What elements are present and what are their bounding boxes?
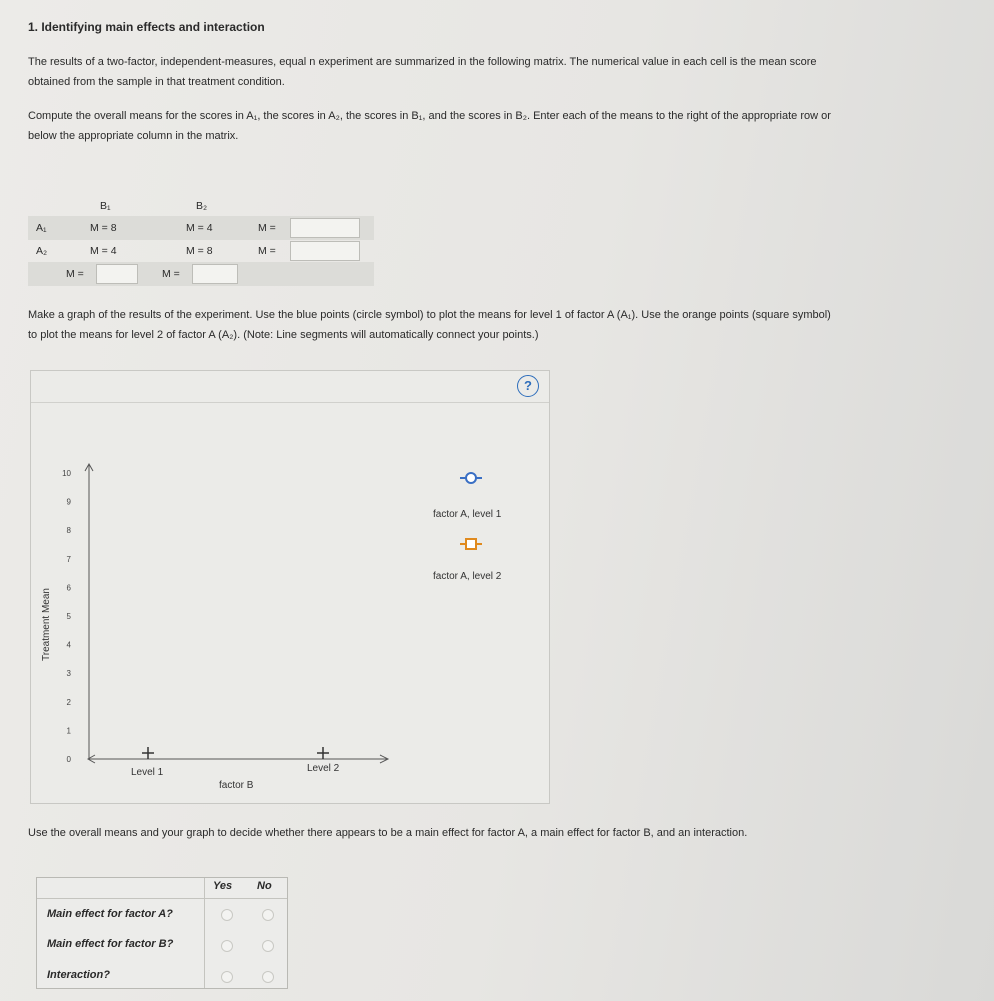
y-tick-label: 10 — [62, 469, 71, 478]
matrix-cell-a1-b1: M = 8 — [90, 222, 117, 234]
table-divider-horizontal — [37, 898, 287, 899]
matrix-col-header-b1: B₁ — [100, 200, 111, 212]
y-tick-label: 7 — [66, 554, 71, 564]
col-mean-input-b2[interactable] — [192, 264, 238, 284]
row-mean-label-a1: M = — [258, 222, 276, 234]
x-tick-label-level-1: Level 1 — [131, 767, 164, 778]
help-icon[interactable]: ? — [517, 375, 539, 397]
y-tick-label: 0 — [66, 755, 71, 764]
compute-instructions: Compute the overall means for the scores in A₁, the scores in A₂, the scores in B₁, and the scores in B₂. Enter each of the means to the right of the appropriate row or below the appropriate column in the matrix. — [28, 110, 831, 142]
y-tick-label: 2 — [66, 697, 71, 707]
x-tick-level-1[interactable] — [142, 747, 154, 759]
decision-instructions: Use the overall means and your graph to decide whether there appears to be a main effect for factor A, a main effect for factor B, and an interaction. — [28, 827, 748, 839]
matrix-col-header-b2: B₂ — [196, 200, 208, 212]
x-tick-label-level-2: Level 2 — [307, 763, 340, 774]
y-axis-label: Treatment Mean — [41, 588, 52, 661]
y-tick-label: 8 — [66, 526, 71, 536]
yes-column-header: Yes — [213, 880, 233, 892]
square-point-icon — [466, 539, 476, 549]
col-mean-label-b2: M = — [162, 268, 180, 280]
radio-main-effect-a-yes[interactable] — [221, 909, 233, 921]
graph-svg — [31, 371, 549, 803]
decision-table — [36, 877, 288, 989]
matrix-cell-a2-b1: M = 4 — [90, 245, 117, 257]
radio-interaction-yes[interactable] — [221, 971, 233, 983]
table-divider-vertical — [204, 878, 205, 988]
matrix-row-header-a1: A₁ — [36, 222, 47, 234]
y-tick-label: 1 — [66, 726, 71, 736]
row-mean-label-a2: M = — [258, 245, 276, 257]
radio-interaction-no[interactable] — [262, 971, 274, 983]
row-label-interaction: Interaction? — [47, 969, 110, 981]
col-mean-input-b1[interactable] — [96, 264, 138, 284]
row-label-main-effect-a: Main effect for factor A? — [47, 908, 173, 920]
radio-main-effect-b-yes[interactable] — [221, 940, 233, 952]
y-tick-label: 9 — [66, 497, 71, 507]
legend-label-level-2: factor A, level 2 — [433, 571, 502, 582]
legend-factor-a-level-1[interactable] — [460, 473, 482, 483]
x-axis-label: factor B — [219, 780, 254, 791]
y-tick-label: 4 — [66, 640, 71, 650]
matrix-cell-a1-b2: M = 4 — [186, 222, 213, 234]
row-label-main-effect-b: Main effect for factor B? — [47, 938, 174, 950]
intro-text: The results of a two-factor, independent-measures, equal n experiment are summarized in the following matrix. The numerical value in each cell is the mean score obtained from the sample in that treatment condition. — [28, 56, 817, 88]
y-tick-label: 3 — [66, 669, 71, 679]
no-column-header: No — [257, 880, 272, 892]
graph-tool[interactable] — [30, 370, 550, 804]
legend-factor-a-level-2[interactable] — [460, 539, 482, 549]
y-tick-label: 6 — [66, 583, 71, 593]
graph-instructions: Make a graph of the results of the experiment. Use the blue points (circle symbol) to plot the means for level 1 of factor A (A₁). Use the orange points (square symbol) to plot the means for level 2 of factor A (A₂). (Note: Line segments will automatically connect your points.) — [28, 309, 831, 341]
matrix-row-header-a2: A₂ — [36, 245, 48, 257]
col-mean-label-b1: M = — [66, 268, 84, 280]
row-mean-input-a2[interactable] — [290, 241, 360, 261]
radio-main-effect-b-no[interactable] — [262, 940, 274, 952]
legend-label-level-1: factor A, level 1 — [433, 509, 502, 520]
row-mean-input-a1[interactable] — [290, 218, 360, 238]
circle-point-icon — [466, 473, 476, 483]
x-tick-level-2[interactable] — [317, 747, 329, 759]
y-tick-label: 5 — [66, 612, 71, 621]
matrix-cell-a2-b2: M = 8 — [186, 245, 213, 257]
radio-main-effect-a-no[interactable] — [262, 909, 274, 921]
question-title: 1. Identifying main effects and interaction — [28, 20, 265, 34]
